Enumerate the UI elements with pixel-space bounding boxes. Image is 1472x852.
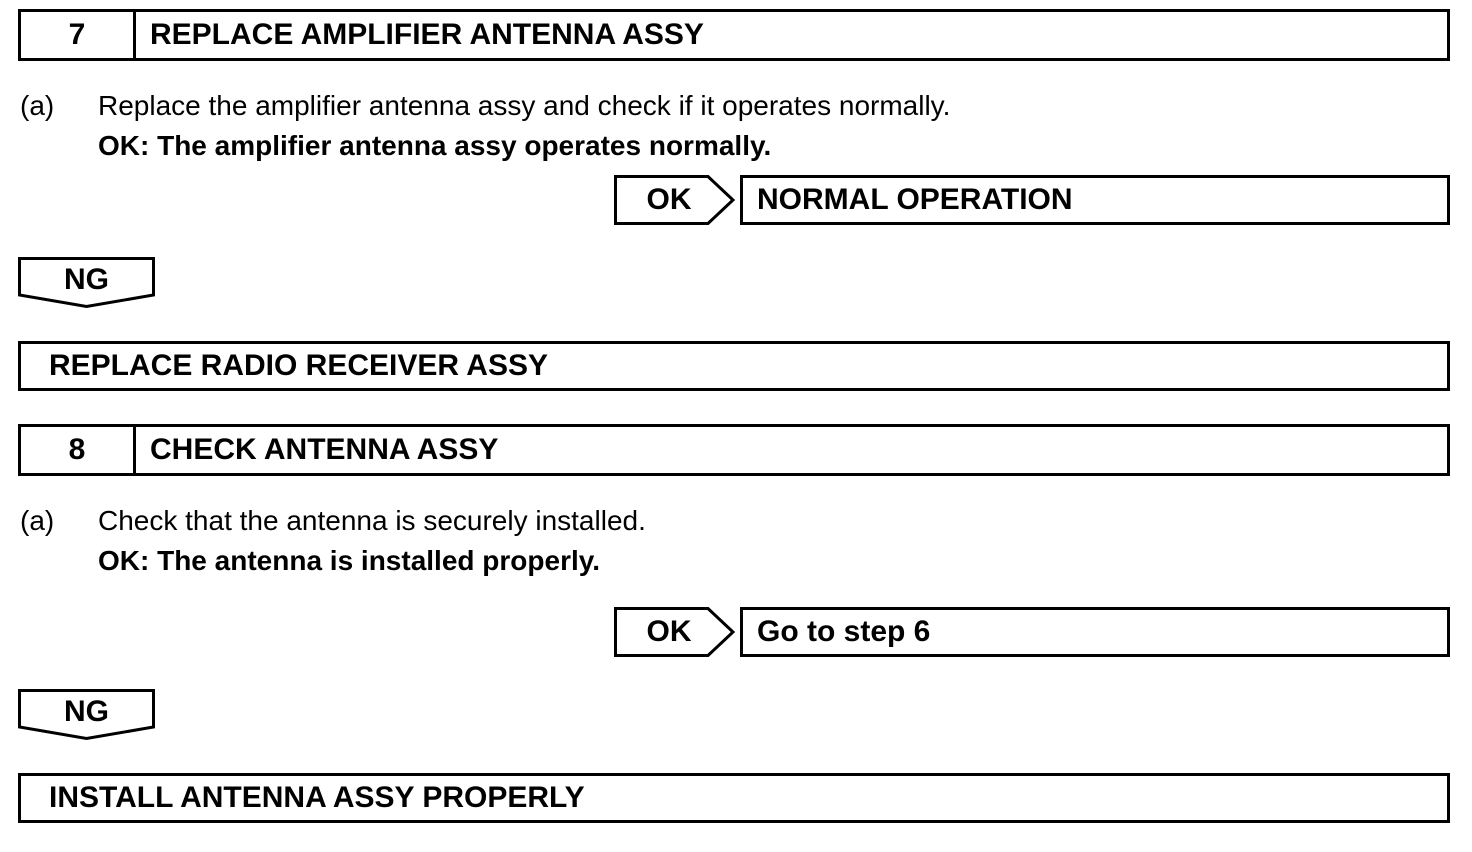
step-8-item-label: (a) [20, 505, 55, 536]
step-7-ok-criteria: OK: The amplifier antenna assy operates normally. [98, 130, 772, 161]
step-8-ok-label: OK [646, 615, 692, 648]
step-8-ok-result: Go to step 6 [740, 607, 1450, 657]
step-8-instruction: Check that the antenna is securely installed. [98, 505, 646, 536]
step-7-title: REPLACE AMPLIFIER ANTENNA ASSY [150, 18, 704, 51]
step-8-title: CHECK ANTENNA ASSY [150, 433, 499, 466]
step-7-ng-label: NG [64, 263, 109, 296]
step-8-ng-action: INSTALL ANTENNA ASSY PROPERLY [18, 773, 1450, 823]
step-8-ok-arrow [614, 607, 738, 657]
step-7-ok-result: NORMAL OPERATION [740, 175, 1450, 225]
step-8-header [18, 424, 1450, 476]
step-7-instruction: Replace the amplifier antenna assy and check if it operates normally. [98, 90, 951, 121]
step-8-ok-criteria: OK: The antenna is installed properly. [98, 545, 601, 576]
step-8-ng-arrow [18, 689, 155, 741]
step-7-ok-label: OK [646, 183, 692, 216]
step-8-number: 8 [21, 427, 136, 473]
step-7-ng-arrow [18, 257, 155, 309]
step-7-ok-arrow [614, 175, 738, 225]
step-7-header [18, 9, 1450, 61]
step-7-number: 7 [21, 12, 136, 58]
step-7-item-label: (a) [20, 90, 55, 121]
step-7-ng-action: REPLACE RADIO RECEIVER ASSY [18, 341, 1450, 391]
step-8-ng-label: NG [64, 695, 109, 728]
